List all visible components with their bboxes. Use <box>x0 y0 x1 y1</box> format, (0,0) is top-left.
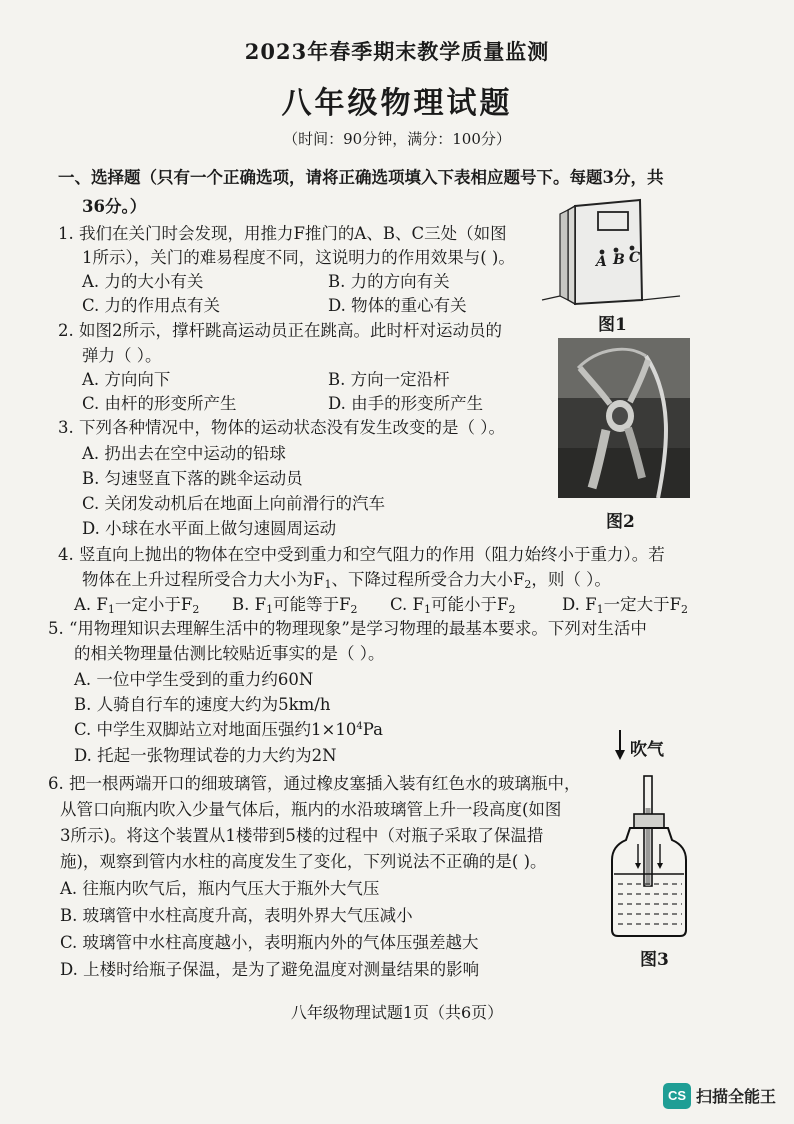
q5-option-b: B. 人骑自行车的速度大约为5km/h <box>74 695 331 714</box>
door-label-b: B <box>613 252 625 268</box>
q6-option-c: C. 玻璃管中水柱高度越小，表明瓶内外的气体压强差越大 <box>60 933 479 952</box>
figure3-caption: 图3 <box>640 950 669 970</box>
q5-option-d: D. 托起一张物理试卷的力大约为2N <box>74 746 337 765</box>
q2-option-b: B. 方向一定沿杆 <box>328 370 450 389</box>
q6-line1: 6. 把一根两端开口的细玻璃管，通过橡皮塞插入装有红色水的玻璃瓶中， <box>48 774 581 793</box>
q1-option-d: D. 物体的重心有关 <box>328 296 467 315</box>
blow-label: 吹气 <box>630 740 664 760</box>
q4-option-c: C. $F_1$可能小于$F_2$ <box>390 595 516 616</box>
figure1-caption: 图1 <box>598 315 627 335</box>
q6-line4: 施)，观察到管内水柱的高度发生了变化，下列说法不正确的是( )。 <box>60 852 547 871</box>
figure2-caption: 图2 <box>606 512 635 532</box>
q2-option-d: D. 由手的形变所产生 <box>328 394 484 413</box>
q6-line3: 3所示)。将这个装置从1楼带到5楼的过程中（对瓶子采取了保温措 <box>60 826 544 845</box>
section-heading-cont: 36分。） <box>82 197 147 216</box>
q2-line1: 2. 如图2所示，撑杆跳高运动员正在跳高。此时杆对运动员的 <box>58 321 502 340</box>
camscanner-logo-icon: CS <box>663 1083 691 1109</box>
q4-option-d: D. $F_1$一定大于$F_2$ <box>562 595 689 616</box>
q4-option-b: B. $F_1$可能等于$F_2$ <box>232 595 358 616</box>
door-label-c: C <box>629 250 641 266</box>
q6-option-b: B. 玻璃管中水柱高度升高，表明外界大气压减小 <box>60 906 413 925</box>
q5-option-c: C. 中学生双脚站立对地面压强约$1\times 10^4Pa$ <box>74 720 383 739</box>
q2-option-a: A. 方向向下 <box>82 370 171 389</box>
q4-option-a: A. $F_1$一定小于$F_2$ <box>74 595 200 616</box>
q5-line2: 的相关物理量估测比较贴近事实的是（ ）。 <box>74 644 385 663</box>
q3-option-c: C. 关闭发动机后在地面上向前滑行的汽车 <box>82 494 386 513</box>
q5-line1: 5. “用物理知识去理解生活中的物理现象”是学习物理的最基本要求。下列对生活中 <box>48 619 647 638</box>
q2-option-c: C. 由杆的形变所产生 <box>82 394 237 413</box>
section-heading: 一、选择题（只有一个正确选项，请将正确选项填入下表相应题号下。每题3分，共 <box>58 168 664 187</box>
bottle-figure <box>610 730 700 940</box>
door-label-a: A <box>596 254 607 270</box>
pole-vault-photo <box>558 338 690 498</box>
camscanner-text: 扫描全能王 <box>696 1089 777 1106</box>
q1-line1: 1. 我们在关门时会发现，用推力F推门的A、B、C三处（如图 <box>58 224 507 243</box>
q5-option-a: A. 一位中学生受到的重力约60N <box>74 670 314 689</box>
q3-option-a: A. 扔出去在空中运动的铅球 <box>82 444 286 463</box>
q6-option-d: D. 上楼时给瓶子保温，是为了避免温度对测量结果的影响 <box>60 960 480 979</box>
q4-line1: 4. 竖直向上抛出的物体在空中受到重力和空气阻力的作用（阻力始终小于重力）。若 <box>58 545 665 564</box>
q1-line2: 1所示），关门的难易程度不同，这说明力的作用效果与( )。 <box>82 248 515 267</box>
q6-option-a: A. 往瓶内吹气后，瓶内气压大于瓶外大气压 <box>60 879 380 898</box>
q3-option-d: D. 小球在水平面上做匀速圆周运动 <box>82 519 337 538</box>
exam-subject: 八年级物理试题 <box>281 86 513 121</box>
q4-line2: 物体在上升过程所受合力大小为$F_1$、下降过程所受合力大小$F_2$，则（ ）。 <box>82 570 611 591</box>
page-footer: 八年级物理试题1页（共6页） <box>290 1003 504 1022</box>
exam-info: （时间：90分钟，满分：100分） <box>283 130 511 148</box>
q1-option-c: C. 力的作用点有关 <box>82 296 221 315</box>
exam-title: 2023年春季期末教学质量监测 <box>244 39 550 64</box>
q2-line2: 弹力（ ）。 <box>82 346 162 365</box>
q6-line2: 从管口向瓶内吹入少量气体后，瓶内的水沿玻璃管上升一段高度(如图 <box>60 800 562 819</box>
q3-line1: 3. 下列各种情况中，物体的运动状态没有发生改变的是（ ）。 <box>58 418 505 437</box>
q1-option-b: B. 力的方向有关 <box>328 272 450 291</box>
q3-option-b: B. 匀速竖直下落的跳伞运动员 <box>82 469 303 488</box>
q1-option-a: A. 力的大小有关 <box>82 272 204 291</box>
